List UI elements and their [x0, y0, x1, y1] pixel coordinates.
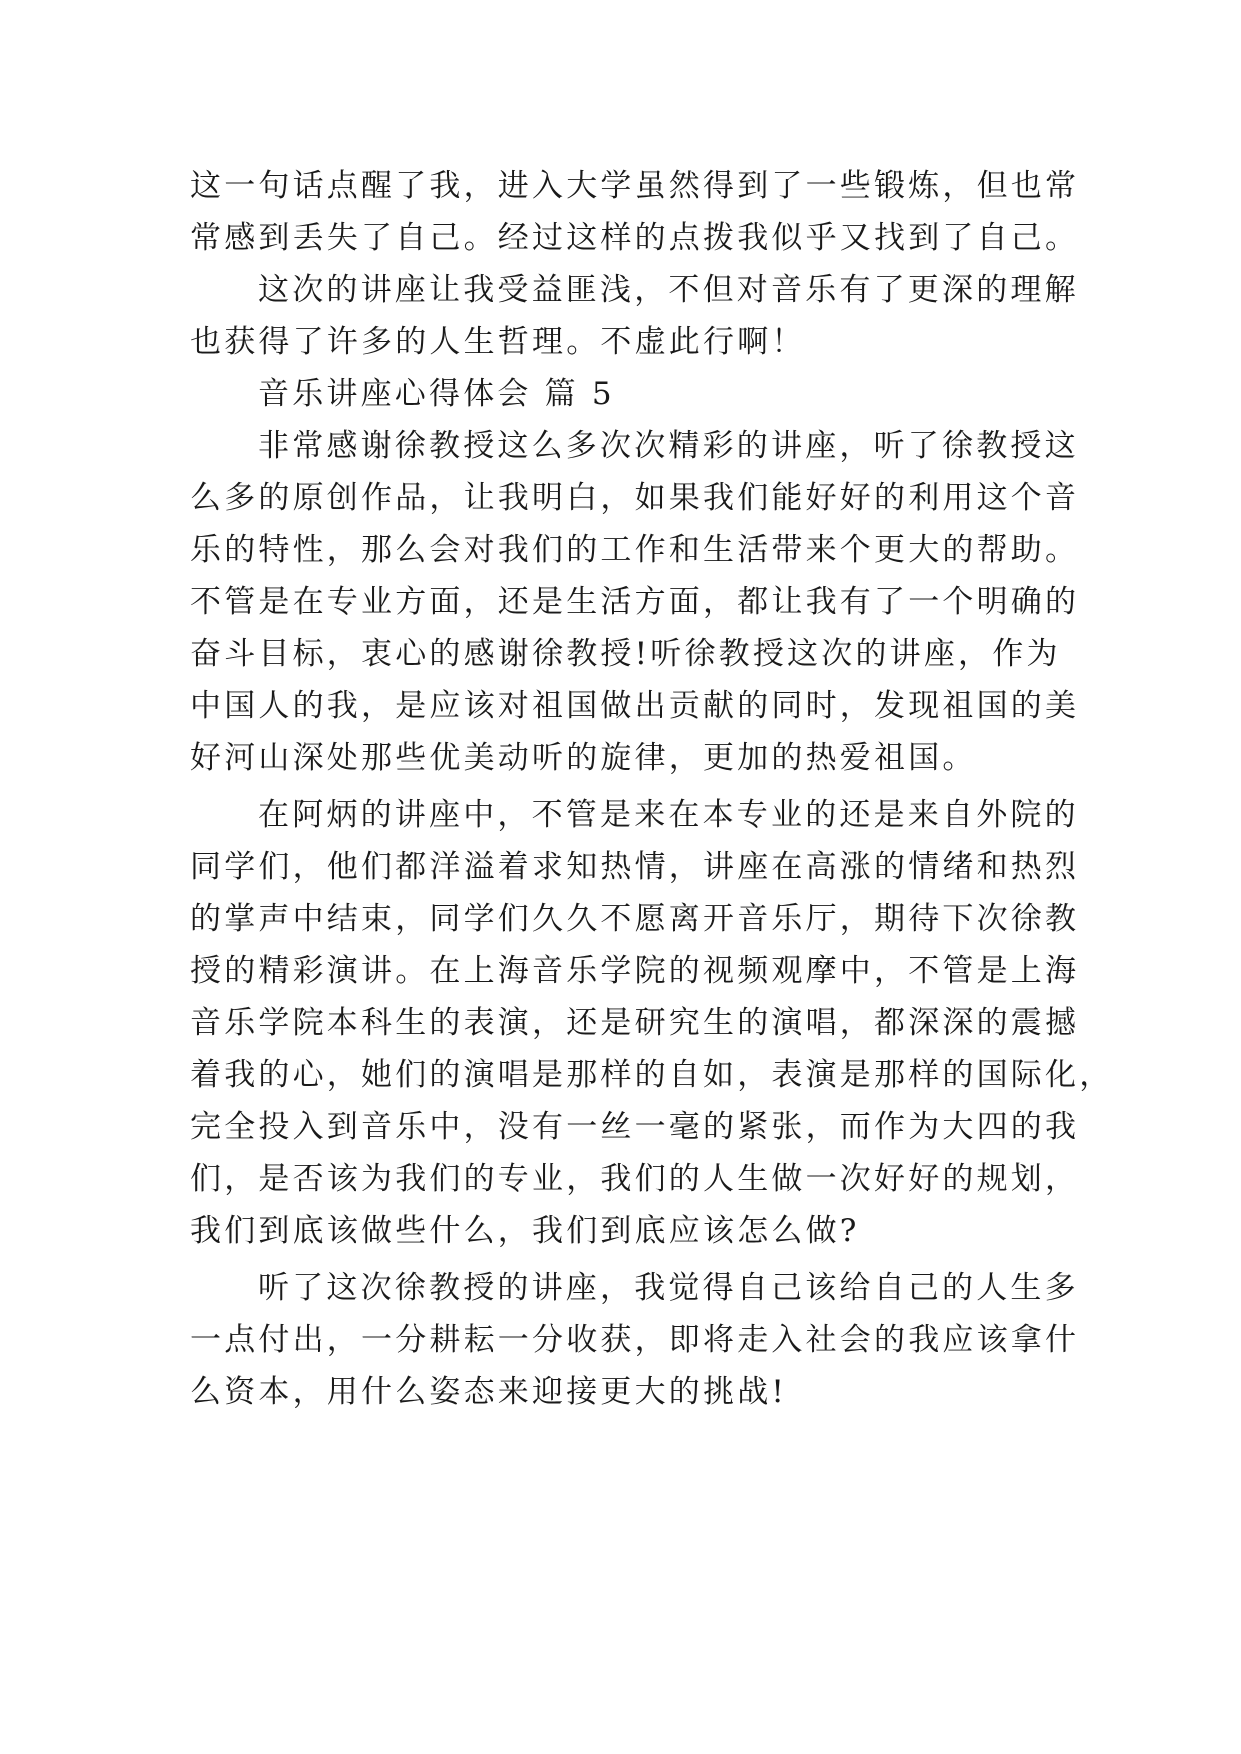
- paragraph-abing: [190, 789, 1114, 1257]
- paragraph-thanks: [190, 420, 1080, 784]
- text-line: 乐的特性，那么会对我们的工作和生活带来个更大的帮助。: [190, 532, 1080, 568]
- text-line: 奋斗目标，衷心的感谢徐教授!听徐教授这次的讲座，作为: [190, 636, 1061, 672]
- paragraph-summary: [190, 264, 1079, 368]
- text-line: 常感到丢失了自己。经过这样的点拨我似乎又找到了自己。: [190, 220, 1080, 256]
- text-line: 的掌声中结束，同学们久久不愿离开音乐厅，期待下次徐教: [190, 901, 1080, 937]
- text-line: 这一句话点醒了我，进入大学虽然得到了一些锻炼，但也常: [190, 168, 1080, 204]
- text-line: 不管是在专业方面，还是生活方面，都让我有了一个明确的: [190, 584, 1080, 620]
- text-line: 也获得了许多的人生哲理。不虚此行啊！: [190, 324, 806, 360]
- document-body: [190, 160, 1114, 1418]
- text-line: 完全投入到音乐中，没有一丝一毫的紧张，而作为大四的我: [190, 1109, 1080, 1145]
- paragraph-conclusion: [190, 1262, 1080, 1418]
- text-line: 在阿炳的讲座中，不管是来在本专业的还是来自外院的: [258, 797, 1079, 833]
- text-line: 着我的心，她们的演唱是那样的自如，表演是那样的国际化，: [190, 1057, 1114, 1093]
- text-line: 么资本，用什么姿态来迎接更大的挑战!: [190, 1374, 788, 1410]
- text-line: 听了这次徐教授的讲座，我觉得自己该给自己的人生多: [258, 1270, 1079, 1306]
- text-line: 一点付出，一分耕耘一分收获，即将走入社会的我应该拿什: [190, 1322, 1080, 1358]
- text-line: 我们到底该做些什么，我们到底应该怎么做?: [190, 1213, 860, 1249]
- text-line: 非常感谢徐教授这么多次次精彩的讲座，听了徐教授这: [258, 428, 1079, 464]
- text-line: 好河山深处那些优美动听的旋律，更加的热爱祖国。: [190, 740, 977, 776]
- text-line: 中国人的我，是应该对祖国做出贡献的同时，发现祖国的美: [190, 688, 1080, 724]
- text-line: 这次的讲座让我受益匪浅，不但对音乐有了更深的理解: [258, 272, 1079, 308]
- text-line: 音乐学院本科生的表演，还是研究生的演唱，都深深的震撼: [190, 1005, 1080, 1041]
- text-line: 么多的原创作品，让我明白，如果我们能好好的利用这个音: [190, 480, 1080, 516]
- section-heading: 音乐讲座心得体会 篇 5: [258, 376, 615, 412]
- text-line: 们，是否该为我们的专业，我们的人生做一次好好的规划，: [190, 1161, 1080, 1197]
- text-line: 授的精彩演讲。在上海音乐学院的视频观摩中，不管是上海: [190, 953, 1080, 989]
- paragraph-intro: [190, 160, 1080, 264]
- text-line: 同学们，他们都洋溢着求知热情，讲座在高涨的情绪和热烈: [190, 849, 1080, 885]
